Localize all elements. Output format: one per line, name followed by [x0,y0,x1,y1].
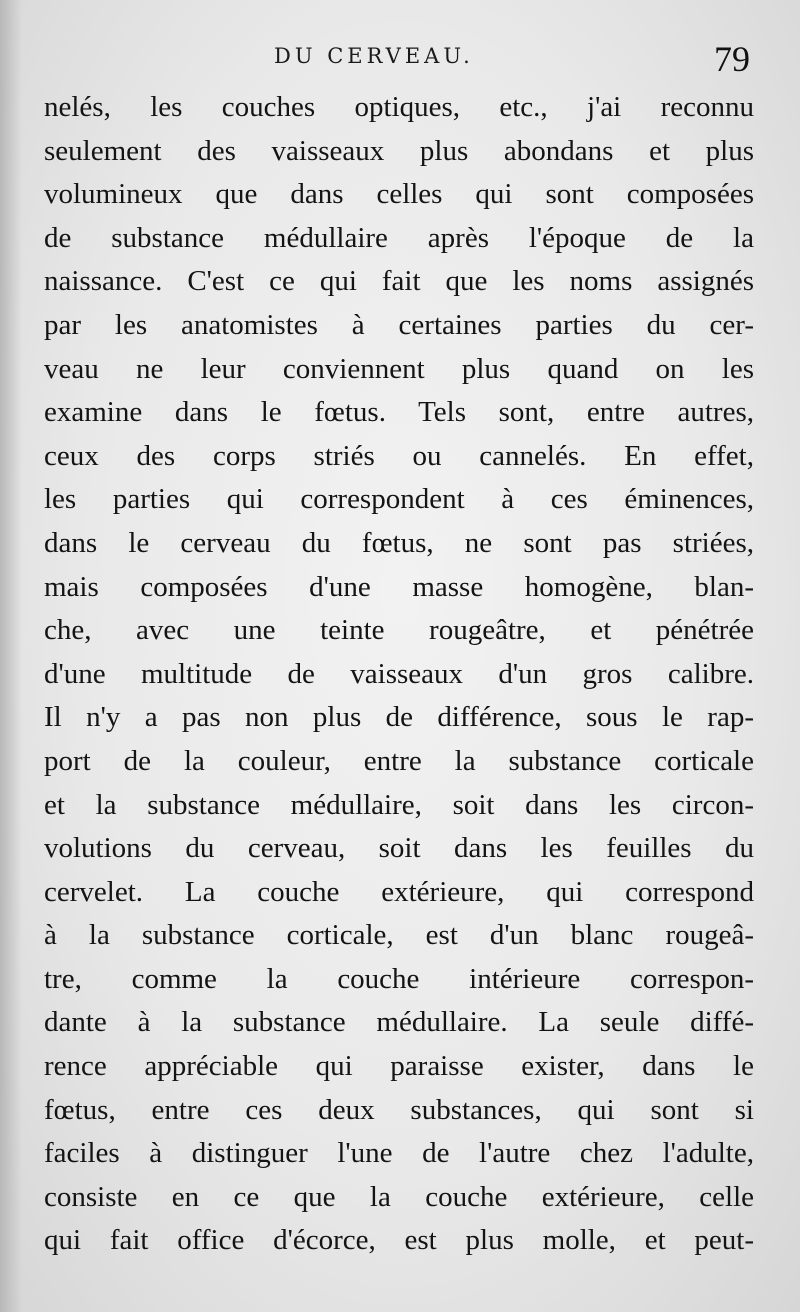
page-header [0,38,800,88]
text-line: dante à la substance médullaire. La seule diffé- [44,1006,754,1039]
text-line: rence appréciable qui paraisse exister, dans le [44,1050,754,1083]
text-line: les parties qui correspondent à ces éminences, [44,483,754,516]
text-line: naissance. C'est ce qui fait que les noms assignés [44,265,754,298]
text-line: seulement des vaisseaux plus abondans et plus [44,134,754,167]
text-line: qui fait office d'écorce, est plus molle, et peut- [44,1224,754,1257]
text-line: port de la couleur, entre la substance corticale [44,744,754,777]
text-line: fœtus, entre ces deux substances, qui sont si [44,1093,754,1126]
text-line: faciles à distinguer l'une de l'autre chez l'adulte, [44,1137,754,1170]
text-line: examine dans le fœtus. Tels sont, entre autres, [44,396,754,429]
text-line: consiste en ce que la couche extérieure, celle [44,1180,754,1213]
text-line: che, avec une teinte rougeâtre, et pénétrée [44,614,754,647]
text-line: veau ne leur conviennent plus quand on les [44,352,754,385]
body-text [44,86,754,1263]
text-line: dans le cerveau du fœtus, ne sont pas striées, [44,526,754,559]
text-line: tre, comme la couche intérieure correspon- [44,962,754,995]
page-number: 79 [714,39,750,79]
text-line: par les anatomistes à certaines parties du cer- [44,308,754,341]
text-line: à la substance corticale, est d'un blanc rougeâ- [44,919,754,952]
text-line: ceux des corps striés ou cannelés. En effet, [44,439,754,472]
text-line: mais composées d'une masse homogène, blan- [44,570,754,603]
running-head: DU CERVEAU. [274,44,474,68]
text-line: volumineux que dans celles qui sont composées [44,178,754,211]
text-line: et la substance médullaire, soit dans les circon- [44,788,754,821]
text-line: Il n'y a pas non plus de différence, sous le rap- [44,701,754,734]
text-line: nelés, les couches optiques, etc., j'ai reconnu [44,91,754,123]
text-line: de substance médullaire après l'époque de la [44,221,754,254]
text-line: cervelet. La couche extérieure, qui correspond [44,875,754,908]
text-line: volutions du cerveau, soit dans les feuilles du [44,832,754,865]
page-gutter-shadow [0,0,22,1312]
text-line: d'une multitude de vaisseaux d'un gros calibre. [44,657,754,690]
